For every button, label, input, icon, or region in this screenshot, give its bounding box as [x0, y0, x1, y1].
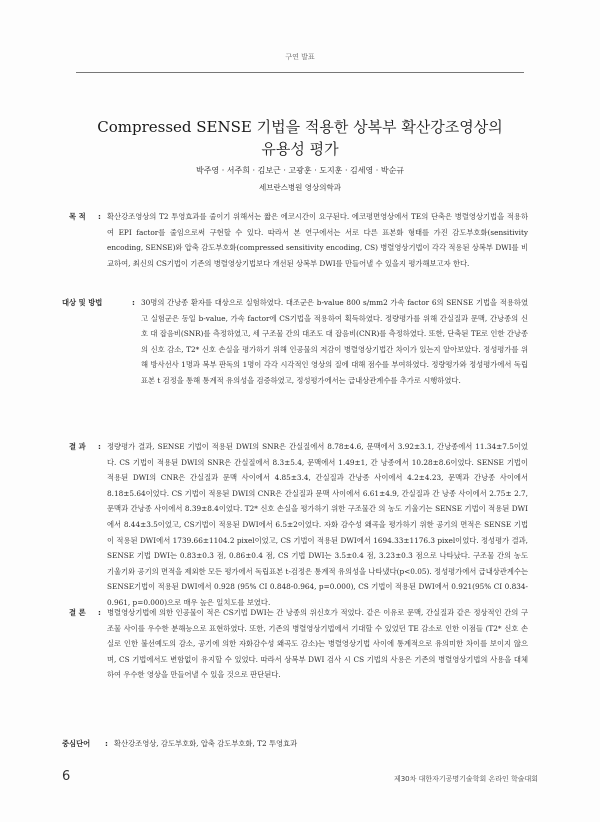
affiliation: 세브란스병원 영상의학과	[258, 183, 342, 192]
section-text: 확산강조영상의 T2 투영효과를 줄이기 위해서는 짧은 에코시간이 요구된다. 에코평면영상에서 TE의 단축은 병렬영상기법을 적용하여 EPI factor를 줄임으로써 구현할 수 있다. 따라서 본 연구에서는 서로 다른 표본화 형태를 가진 감도부호화(sensitivity encoding, SENSE)와 압축 감도부호화(compressed sensitivity encoding, CS) 병렬영상기법이 각각 적용된 상복부 DWI를 비교하여, 최신의 CS기법이 기존의 병렬영상기법보다 개선된 상복부 DWI를 만들어낼 수 있을지 평가해보고자 한다.	[107, 212, 528, 268]
section-text: 정량평가 결과, SENSE 기법이 적용된 DWI의 SNR은 간실질에서 8.78±4.6, 문맥에서 3.92±3.1, 간낭종에서 11.34±7.5이었다. CS 기법이 적용된 DWI의 SNR은 간실질에서 8.3±5.4, 문맥에서 1.49±1, 간 낭종에서 10.28±8.6이었다. SENSE 기법이 적용된 DWI의 CNR은 간실질과 문맥 사이에서 4.85±3.4, 간실질과 간낭종 사이에서 4.2±4.23, 문맥과 간낭종 사이에서 8.18±5.64이었다. CS 기법이 적용된 DWI의 CNR은 간실질과 문맥 사이에서 6.61±4.9, 간실질과 간 낭종 사이에서 2.75± 2.7, 문맥과 간낭종 사이에서 8.39±8.4이었다. T2* 신호 손실을 평가하기 위한 구조물간 의 농도 기울기는 SENSE 기법이 적용된 DWI에서 8.44±3.5이었고, CS기법이 적용된 DWI에서 6.5±2이었다. 자화 감수성 왜곡을 평가하기 위한 공기의 면적은 SENSE 기법이 적용된 DWI에서 1739.66±1104.2 pixel이었고, CS 기법이 적용된 DWI에서 1694.33±1176.3 pixel이었다. 정성평가 결과, SENSE 기법 DWI는 0.83±0.3 점, 0.86±0.4 점, CS 기법 DWI는 3.5±0.4 점, 3.23±0.3 점으로 나타났다. 구조물 간의 농도 기울기와 공기의 면적을 제외한 모든 평가에서 독립표본 t-검정은 통계적 유의성을 나타냈다(p<0.05). 정성평가에서 급내상관계수는 SENSE기법이 적용된 DWI에서 0.928 (95% CI 0.848-0.964, p=0.000), CS 기법이 적용된 DWI에서 0.921(95% CI 0.834-0.961, p=0.000)으로 매우 높은 일치도를 보였다.	[107, 442, 528, 607]
section-label: 결 론	[69, 608, 86, 617]
section-text: 30명의 간낭종 환자를 대상으로 실험하였다. 대조군은 b-value 800 s/mm2 가속 factor 6의 SENSE 기법을 적용하였고 실험군은 동일 b-value, 가속 factor에 CS기법을 적용하여 획득하였다. 정량평가를 위해 간실질과 문맥, 간낭종의 신호 대 잡음비(SNR)를 측정하였고, 세 구조물 간의 대조도 대 잡음비(CNR)를 측정하였다. 또한, 단축된 TE로 인한 간낭종의 신호 감소, T2* 신호 손실을 평가하기 위해 인공물의 저감이 병렬영상기법간 차이가 있는지 알아보았다. 정성평가를 위해 방사선사 1명과 복부 판독의 1명이 각각 시각적인 영상의 질에 대해 점수를 부여하였다. 정량평가와 정성평가에서 독립표본 t 검정을 통해 통계적 유의성을 검증하였고, 정성평가에서는 급내상관계수를 추가로 시행하였다.	[141, 298, 528, 385]
section-conclusion	[69, 605, 528, 730]
paper-title	[60, 116, 540, 160]
section-purpose	[69, 209, 528, 289]
header-divider	[76, 72, 524, 73]
label-colon: :	[98, 442, 101, 451]
section-text: 병렬영상기법에 의한 인공물이 적은 CS기법 DWI는 간 낭종의 위신호가 적었다. 같은 이유로 문맥, 간실질과 같은 정상적인 간의 구조물 사이를 우수한 분해능으로 표현하였다. 또한, 기존의 병렬영상기법에서 기대할 수 있었던 TE 감소로 인한 이점들 (T2* 신호 손실로 인한 불선예도의 감소, 공기에 의한 자화감수성 왜곡도 감소)는 병렬영상기법 사이에 통계적으로 유의미한 차이를 보이지 않으며, CS 기법에서도 변함없이 유지할 수 있었다. 따라서 상복부 DWI 검사 시 CS 기법의 사용은 기존의 병렬영상기법의 사용을 대체하여 우수한 영상을 만들어낼 수 있을 것으로 판단된다.	[107, 608, 528, 680]
label-colon: :	[98, 212, 101, 221]
label-colon: :	[132, 298, 135, 307]
section-label: 대상 및 방법	[62, 298, 103, 307]
section-label: 목 적	[69, 212, 86, 221]
section-methods	[62, 295, 528, 455]
authors: 박주영 · 서주희 · 김보근 · 고광훈 · 도지훈 · 김세영 · 박순규	[195, 166, 405, 175]
section-label: 중심단어	[62, 739, 91, 748]
title-line-1: Compressed SENSE 기법을 적용한 상복부 확산강조영상의	[97, 118, 503, 136]
page-number: 6	[62, 769, 71, 784]
conference-name: 제30차 대한자기공명기술학회 온라인 학술대회	[393, 775, 538, 783]
label-colon: :	[105, 739, 108, 748]
label-colon: :	[98, 608, 101, 617]
section-header: 구연 발표	[285, 53, 315, 61]
title-line-2: 유용성 평가	[261, 140, 339, 158]
section-keywords	[62, 736, 528, 752]
section-text: 확산강조영상, 감도부호화, 압축 감도부호화, T2 투영효과	[114, 739, 298, 748]
section-label: 결 과	[69, 442, 86, 451]
